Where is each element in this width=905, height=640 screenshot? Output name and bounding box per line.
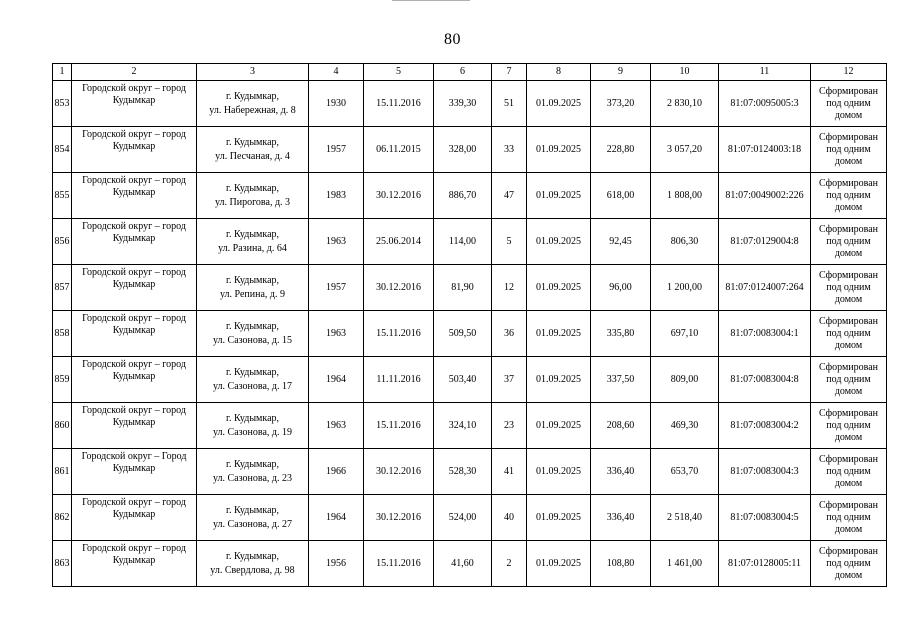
cadastral-number-cell: 81:07:0049002:226 [719, 173, 811, 219]
build-year-cell: 1930 [309, 81, 364, 127]
table-body [53, 81, 887, 587]
column-header-11: 11 [719, 64, 811, 81]
status-cell: Сформирован под одним домом [811, 541, 887, 587]
cadastral-number-cell: 81:07:0083004:1 [719, 311, 811, 357]
value-col-10-cell: 3 057,20 [651, 127, 719, 173]
value-col-9-cell: 92,45 [591, 219, 651, 265]
residents-cell: 12 [492, 265, 527, 311]
cadastral-number-cell: 81:07:0129004:8 [719, 219, 811, 265]
address-cell-city: г. Кудымкар, [225, 504, 280, 516]
address-cell-city: г. Кудымкар, [225, 366, 280, 378]
municipality-cell: Городской округ – город Кудымкар [72, 219, 197, 265]
table-row [53, 311, 887, 357]
address-cell-street: ул. Пирогова, д. 3 [214, 196, 291, 208]
value-col-10-cell: 2 518,40 [651, 495, 719, 541]
row-number-cell: 862 [53, 495, 72, 541]
row-number-cell: 854 [53, 127, 72, 173]
table-row [53, 541, 887, 587]
value-col-9-cell: 96,00 [591, 265, 651, 311]
value-col-9-cell: 228,80 [591, 127, 651, 173]
status-cell: Сформирован под одним домом [811, 449, 887, 495]
residents-cell: 37 [492, 357, 527, 403]
build-year-cell: 1964 [309, 495, 364, 541]
address-cell [197, 173, 309, 219]
residents-cell: 33 [492, 127, 527, 173]
build-year-cell: 1966 [309, 449, 364, 495]
column-header-6: 6 [434, 64, 492, 81]
status-cell: Сформирован под одним домом [811, 173, 887, 219]
value-col-10-cell: 1 200,00 [651, 265, 719, 311]
build-year-cell: 1963 [309, 403, 364, 449]
deadline-date-cell: 01.09.2025 [527, 495, 591, 541]
date-cell: 15.11.2016 [364, 403, 434, 449]
municipality-cell: Городской округ – город Кудымкар [72, 311, 197, 357]
row-number-cell: 859 [53, 357, 72, 403]
value-col-9-cell: 337,50 [591, 357, 651, 403]
value-col-9-cell: 373,20 [591, 81, 651, 127]
table-row [53, 265, 887, 311]
table-row [53, 403, 887, 449]
table-row [53, 173, 887, 219]
table-row [53, 81, 887, 127]
residents-cell: 51 [492, 81, 527, 127]
status-cell: Сформирован под одним домом [811, 81, 887, 127]
residents-cell: 23 [492, 403, 527, 449]
row-number-cell: 857 [53, 265, 72, 311]
date-cell: 06.11.2015 [364, 127, 434, 173]
build-year-cell: 1957 [309, 127, 364, 173]
page-number: 80 [444, 31, 461, 48]
municipality-cell: Городской округ – город Кудымкар [72, 357, 197, 403]
status-cell: Сформирован под одним домом [811, 219, 887, 265]
date-cell: 15.11.2016 [364, 311, 434, 357]
address-cell-city: г. Кудымкар, [225, 182, 280, 194]
residents-cell: 40 [492, 495, 527, 541]
date-cell: 30.12.2016 [364, 173, 434, 219]
cadastral-number-cell: 81:07:0083004:5 [719, 495, 811, 541]
area-cell: 503,40 [434, 357, 492, 403]
value-col-10-cell: 1 461,00 [651, 541, 719, 587]
table-header [53, 64, 887, 81]
deadline-date-cell: 01.09.2025 [527, 81, 591, 127]
deadline-date-cell: 01.09.2025 [527, 219, 591, 265]
row-number-cell: 856 [53, 219, 72, 265]
status-cell: Сформирован под одним домом [811, 311, 887, 357]
address-cell [197, 495, 309, 541]
address-cell-city: г. Кудымкар, [225, 274, 280, 286]
top-rule [392, 0, 470, 1]
value-col-9-cell: 618,00 [591, 173, 651, 219]
cadastral-number-cell: 81:07:0095005:3 [719, 81, 811, 127]
build-year-cell: 1957 [309, 265, 364, 311]
table-row [53, 495, 887, 541]
cadastral-number-cell: 81:07:0083004:2 [719, 403, 811, 449]
value-col-10-cell: 806,30 [651, 219, 719, 265]
residents-cell: 41 [492, 449, 527, 495]
value-col-10-cell: 2 830,10 [651, 81, 719, 127]
address-cell-street: ул. Сазонова, д. 27 [212, 518, 293, 530]
municipality-cell: Городской округ – город Кудымкар [72, 403, 197, 449]
status-cell: Сформирован под одним домом [811, 265, 887, 311]
residents-cell: 47 [492, 173, 527, 219]
column-header-3: 3 [197, 64, 309, 81]
row-number-cell: 853 [53, 81, 72, 127]
table-row [53, 127, 887, 173]
header-row [53, 64, 887, 81]
residents-cell: 5 [492, 219, 527, 265]
value-col-9-cell: 335,80 [591, 311, 651, 357]
deadline-date-cell: 01.09.2025 [527, 541, 591, 587]
cadastral-number-cell: 81:07:0124003:18 [719, 127, 811, 173]
address-cell-city: г. Кудымкар, [225, 412, 280, 424]
table-row [53, 357, 887, 403]
area-cell: 509,50 [434, 311, 492, 357]
address-cell-city: г. Кудымкар, [225, 550, 280, 562]
row-number-cell: 858 [53, 311, 72, 357]
deadline-date-cell: 01.09.2025 [527, 311, 591, 357]
build-year-cell: 1964 [309, 357, 364, 403]
column-header-12: 12 [811, 64, 887, 81]
area-cell: 114,00 [434, 219, 492, 265]
address-cell [197, 265, 309, 311]
row-number-cell: 861 [53, 449, 72, 495]
address-cell-city: г. Кудымкар, [225, 458, 280, 470]
address-cell [197, 357, 309, 403]
address-cell-city: г. Кудымкар, [225, 320, 280, 332]
address-cell-street: ул. Разина, д. 64 [218, 242, 287, 254]
status-cell: Сформирован под одним домом [811, 127, 887, 173]
cadastral-number-cell: 81:07:0128005:11 [719, 541, 811, 587]
value-col-10-cell: 1 808,00 [651, 173, 719, 219]
area-cell: 324,10 [434, 403, 492, 449]
status-cell: Сформирован под одним домом [811, 495, 887, 541]
column-header-7: 7 [492, 64, 527, 81]
municipality-cell: Городской округ – Город Кудымкар [72, 449, 197, 495]
deadline-date-cell: 01.09.2025 [527, 127, 591, 173]
area-cell: 886,70 [434, 173, 492, 219]
address-cell-street: ул. Свердлова, д. 98 [210, 564, 295, 576]
table-row [53, 219, 887, 265]
area-cell: 81,90 [434, 265, 492, 311]
address-cell-street: ул. Набережная, д. 8 [209, 104, 296, 116]
address-cell-street: ул. Сазонова, д. 19 [212, 426, 293, 438]
deadline-date-cell: 01.09.2025 [527, 173, 591, 219]
column-header-5: 5 [364, 64, 434, 81]
housing-register-table [52, 63, 887, 587]
value-col-9-cell: 208,60 [591, 403, 651, 449]
value-col-10-cell: 697,10 [651, 311, 719, 357]
cadastral-number-cell: 81:07:0083004:8 [719, 357, 811, 403]
municipality-cell: Городской округ – город Кудымкар [72, 265, 197, 311]
row-number-cell: 855 [53, 173, 72, 219]
address-cell [197, 127, 309, 173]
address-cell [197, 541, 309, 587]
value-col-10-cell: 653,70 [651, 449, 719, 495]
address-cell-street: ул. Сазонова, д. 17 [212, 380, 293, 392]
area-cell: 41,60 [434, 541, 492, 587]
address-cell-street: ул. Сазонова, д. 23 [212, 472, 293, 484]
build-year-cell: 1963 [309, 311, 364, 357]
area-cell: 524,00 [434, 495, 492, 541]
residents-cell: 2 [492, 541, 527, 587]
build-year-cell: 1983 [309, 173, 364, 219]
address-cell-city: г. Кудымкар, [225, 136, 280, 148]
deadline-date-cell: 01.09.2025 [527, 403, 591, 449]
value-col-9-cell: 336,40 [591, 449, 651, 495]
build-year-cell: 1956 [309, 541, 364, 587]
deadline-date-cell: 01.09.2025 [527, 449, 591, 495]
value-col-9-cell: 336,40 [591, 495, 651, 541]
date-cell: 15.11.2016 [364, 81, 434, 127]
area-cell: 339,30 [434, 81, 492, 127]
date-cell: 15.11.2016 [364, 541, 434, 587]
value-col-9-cell: 108,80 [591, 541, 651, 587]
row-number-cell: 860 [53, 403, 72, 449]
date-cell: 30.12.2016 [364, 495, 434, 541]
build-year-cell: 1963 [309, 219, 364, 265]
municipality-cell: Городской округ – город Кудымкар [72, 81, 197, 127]
address-cell [197, 403, 309, 449]
municipality-cell: Городской округ – город Кудымкар [72, 127, 197, 173]
municipality-cell: Городской округ – город Кудымкар [72, 541, 197, 587]
address-cell-street: ул. Песчаная, д. 4 [215, 150, 290, 162]
cadastral-number-cell: 81:07:0124007:264 [719, 265, 811, 311]
deadline-date-cell: 01.09.2025 [527, 357, 591, 403]
address-cell-street: ул. Репина, д. 9 [220, 288, 285, 300]
municipality-cell: Городской округ – город Кудымкар [72, 173, 197, 219]
municipality-cell: Городской округ – город Кудымкар [72, 495, 197, 541]
address-cell-street: ул. Сазонова, д. 15 [212, 334, 293, 346]
column-header-4: 4 [309, 64, 364, 81]
area-cell: 528,30 [434, 449, 492, 495]
value-col-10-cell: 809,00 [651, 357, 719, 403]
status-cell: Сформирован под одним домом [811, 403, 887, 449]
column-header-9: 9 [591, 64, 651, 81]
address-cell [197, 449, 309, 495]
address-cell [197, 311, 309, 357]
column-header-10: 10 [651, 64, 719, 81]
date-cell: 30.12.2016 [364, 449, 434, 495]
status-cell: Сформирован под одним домом [811, 357, 887, 403]
area-cell: 328,00 [434, 127, 492, 173]
residents-cell: 36 [492, 311, 527, 357]
date-cell: 25.06.2014 [364, 219, 434, 265]
column-header-8: 8 [527, 64, 591, 81]
table-row [53, 449, 887, 495]
column-header-1: 1 [53, 64, 72, 81]
deadline-date-cell: 01.09.2025 [527, 265, 591, 311]
cadastral-number-cell: 81:07:0083004:3 [719, 449, 811, 495]
row-number-cell: 863 [53, 541, 72, 587]
address-cell [197, 219, 309, 265]
value-col-10-cell: 469,30 [651, 403, 719, 449]
column-header-2: 2 [72, 64, 197, 81]
address-cell-city: г. Кудымкар, [225, 90, 280, 102]
address-cell-city: г. Кудымкар, [225, 228, 280, 240]
date-cell: 11.11.2016 [364, 357, 434, 403]
address-cell [197, 81, 309, 127]
date-cell: 30.12.2016 [364, 265, 434, 311]
